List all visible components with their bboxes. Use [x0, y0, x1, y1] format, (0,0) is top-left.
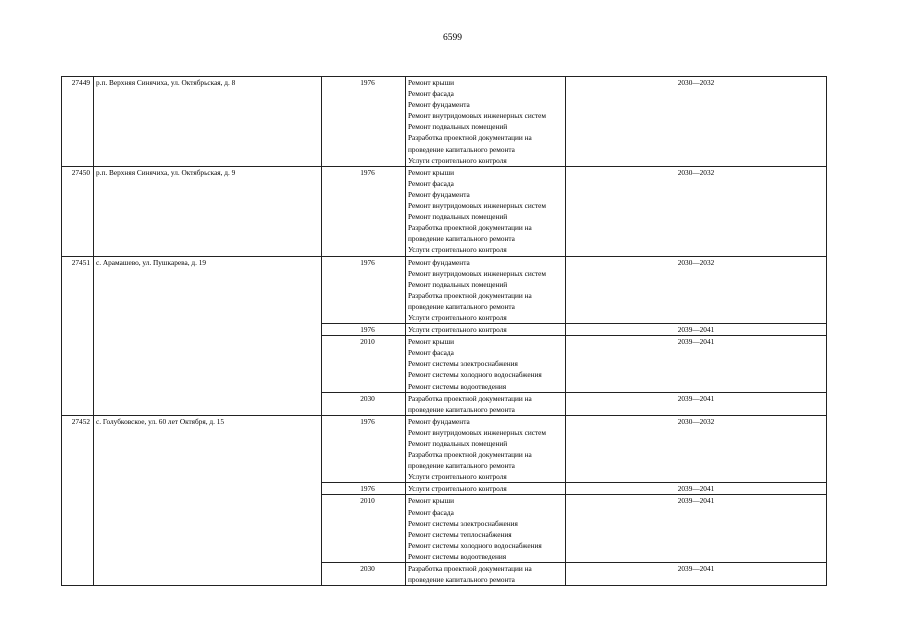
- work-item: Разработка проектной документации на: [408, 393, 532, 403]
- works-cell: [406, 495, 566, 563]
- row-period: 2030—2032: [566, 166, 827, 256]
- row-id: 27449: [62, 77, 94, 167]
- table-row: [62, 415, 827, 483]
- row-year: 1976: [322, 415, 406, 483]
- table-body: [62, 77, 827, 586]
- work-item: Ремонт подвальных помещений: [408, 122, 508, 132]
- works-cell: [406, 77, 566, 167]
- table-row: [62, 256, 827, 324]
- work-item: проведение капитального ремонта: [408, 301, 515, 311]
- row-period: 2039—2041: [566, 392, 827, 415]
- work-item: Ремонт внутридомовых инженерных систем: [408, 268, 547, 278]
- work-item: Разработка проектной документации на: [408, 564, 532, 574]
- work-item: Услуги строительного контроля: [408, 312, 507, 322]
- works-cell: [406, 324, 566, 336]
- row-year: 2030: [322, 563, 406, 586]
- work-item: Ремонт фасада: [408, 178, 454, 188]
- work-item: Ремонт подвальных помещений: [408, 212, 508, 222]
- work-item: Ремонт фундамента: [408, 416, 470, 426]
- capital-repair-table: [61, 76, 827, 586]
- work-item: Услуги строительного контроля: [408, 484, 507, 494]
- works-cell: [406, 415, 566, 483]
- works-cell: [406, 483, 566, 495]
- row-id: 27451: [62, 256, 94, 415]
- row-period: 2039—2041: [566, 336, 827, 392]
- work-item: Разработка проектной документации на: [408, 133, 532, 143]
- row-period: 2030—2032: [566, 77, 827, 167]
- work-item: Ремонт системы холодного водоснабжения: [408, 540, 542, 550]
- row-address: р.п. Верхняя Синячиха, ул. Октябрьская, д. 8: [94, 77, 322, 167]
- work-item: Ремонт внутридомовых инженерных систем: [408, 201, 547, 211]
- work-item: проведение капитального ремонта: [408, 144, 515, 154]
- row-period: 2039—2041: [566, 495, 827, 563]
- work-item: Ремонт фасада: [408, 348, 454, 358]
- work-item: проведение капитального ремонта: [408, 404, 515, 414]
- work-item: Ремонт крыши: [408, 337, 455, 347]
- works-cell: [406, 392, 566, 415]
- row-year: 1976: [322, 483, 406, 495]
- work-item: Услуги строительного контроля: [408, 155, 507, 165]
- row-address: с. Голубковское, ул. 60 лет Октября, д. 15: [94, 415, 322, 585]
- work-item: Услуги строительного контроля: [408, 472, 507, 482]
- work-item: Услуги строительного контроля: [408, 325, 507, 335]
- work-item: Ремонт крыши: [408, 167, 455, 177]
- row-id: 27450: [62, 166, 94, 256]
- work-item: Ремонт фасада: [408, 507, 454, 517]
- table-row: [62, 166, 827, 256]
- row-period: 2030—2032: [566, 415, 827, 483]
- row-year: 1976: [322, 77, 406, 167]
- page-number: 6599: [443, 33, 462, 43]
- work-item: Ремонт фундамента: [408, 100, 470, 110]
- work-item: Ремонт фасада: [408, 89, 454, 99]
- works-cell: [406, 256, 566, 324]
- work-item: Разработка проектной документации на: [408, 223, 532, 233]
- row-id: 27452: [62, 415, 94, 585]
- work-item: Ремонт системы водоотведения: [408, 381, 507, 391]
- work-item: Ремонт внутридомовых инженерных систем: [408, 427, 547, 437]
- row-address: р.п. Верхняя Синячиха, ул. Октябрьская, д. 9: [94, 166, 322, 256]
- work-item: Ремонт подвальных помещений: [408, 279, 508, 289]
- row-year: 2030: [322, 392, 406, 415]
- work-item: проведение капитального ремонта: [408, 234, 515, 244]
- work-item: Ремонт фундамента: [408, 189, 470, 199]
- table-row: [62, 77, 827, 167]
- works-cell: [406, 336, 566, 392]
- work-item: Ремонт системы электроснабжения: [408, 359, 518, 369]
- work-item: Ремонт фундамента: [408, 257, 470, 267]
- work-item: Услуги строительного контроля: [408, 245, 507, 255]
- work-item: проведение капитального ремонта: [408, 575, 515, 585]
- work-item: Разработка проектной документации на: [408, 450, 532, 460]
- row-address: с. Арамашево, ул. Пушкарева, д. 19: [94, 256, 322, 415]
- row-year: 1976: [322, 256, 406, 324]
- works-cell: [406, 563, 566, 586]
- row-period: 2030—2032: [566, 256, 827, 324]
- work-item: Ремонт внутридомовых инженерных систем: [408, 111, 547, 121]
- work-item: Ремонт подвальных помещений: [408, 439, 508, 448]
- work-item: Ремонт крыши: [408, 78, 455, 87]
- work-item: проведение капитального ремонта: [408, 461, 515, 471]
- works-cell: [406, 166, 566, 256]
- work-item: Ремонт крыши: [408, 496, 455, 506]
- row-year: 2010: [322, 495, 406, 563]
- work-item: Ремонт системы водоотведения: [408, 551, 507, 561]
- row-period: 2039—2041: [566, 563, 827, 586]
- row-year: 1976: [322, 166, 406, 256]
- work-item: Ремонт системы холодного водоснабжения: [408, 370, 542, 380]
- work-item: Ремонт системы теплоснабжения: [408, 529, 512, 539]
- row-period: 2039—2041: [566, 483, 827, 495]
- row-period: 2039—2041: [566, 324, 827, 336]
- row-year: 2010: [322, 336, 406, 392]
- work-item: Ремонт системы электроснабжения: [408, 518, 518, 528]
- row-year: 1976: [322, 324, 406, 336]
- work-item: Разработка проектной документации на: [408, 290, 532, 300]
